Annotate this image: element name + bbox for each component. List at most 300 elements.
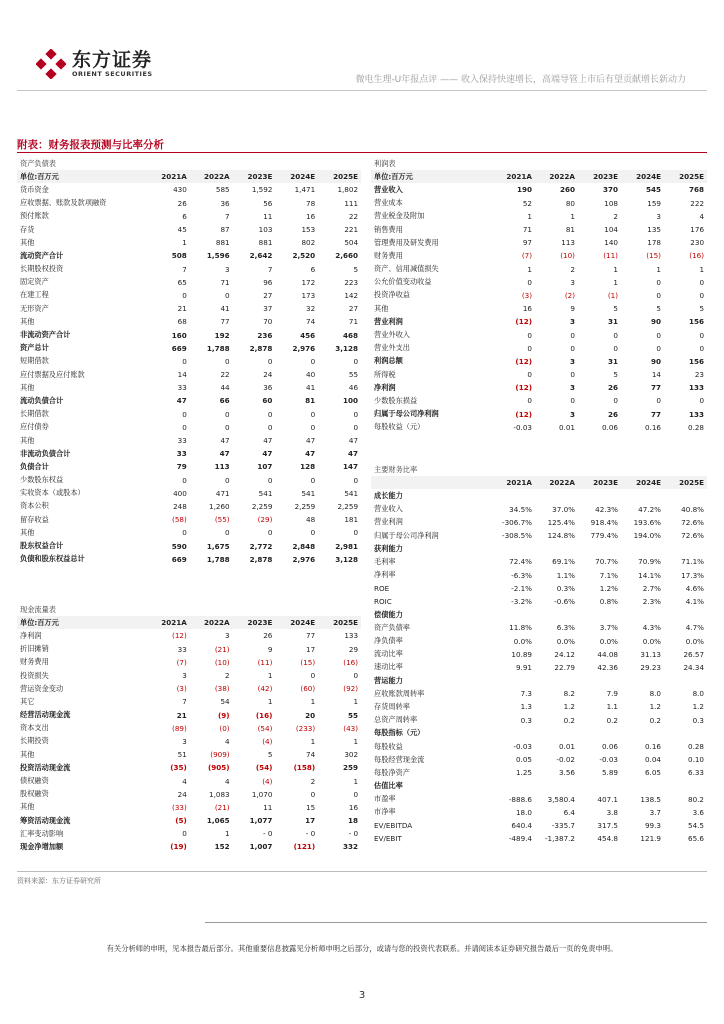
value-cell: 0 (182, 475, 187, 485)
row-label: 偿债能力 (374, 609, 403, 619)
table-row (371, 503, 707, 516)
value-cell: 0 (225, 422, 230, 432)
value-cell: 0 (613, 396, 618, 406)
value-cell: 0 (182, 409, 187, 419)
value-cell: (33) (172, 802, 187, 812)
value-cell: 40.8% (681, 504, 705, 514)
value-cell: 41 (220, 304, 230, 314)
value-cell: 0 (699, 343, 705, 353)
table-row (371, 289, 707, 302)
row-label: 货币资金 (20, 184, 49, 194)
value-cell: 504 (344, 238, 359, 248)
value-cell: 71 (348, 317, 359, 327)
value-cell: 71 (220, 277, 230, 287)
table-row (371, 263, 707, 276)
value-cell: (0) (219, 723, 230, 733)
value-cell: 5 (353, 264, 359, 274)
row-label: 其它 (20, 696, 35, 706)
value-cell: - 0 (348, 829, 359, 839)
value-cell: 779.4% (590, 531, 618, 541)
value-cell: 37 (263, 304, 273, 314)
value-cell: 31 (607, 356, 618, 366)
value-cell: 24.34 (683, 662, 705, 672)
table-row (371, 634, 707, 647)
value-cell: 3.8 (606, 807, 618, 817)
value-cell: 3 (569, 409, 575, 419)
section-divider (17, 152, 707, 153)
value-cell: 0 (310, 422, 316, 432)
row-label: 流动比率 (374, 649, 403, 659)
value-cell: 70.7% (595, 557, 618, 567)
value-cell: 190 (516, 185, 532, 195)
table-row (17, 289, 361, 302)
value-cell: 6.3% (556, 623, 575, 633)
value-cell: -2.1% (511, 583, 532, 593)
table-row (17, 487, 361, 500)
value-cell: 16 (348, 802, 359, 812)
value-cell: 3 (569, 317, 575, 327)
value-cell: 5 (613, 304, 618, 314)
value-cell: 42.3% (595, 504, 618, 514)
value-cell: 0 (527, 370, 532, 380)
table-row (371, 249, 707, 262)
row-label: 每股经营现金流 (374, 754, 425, 764)
value-cell: (16) (689, 251, 705, 261)
value-cell: 370 (602, 185, 618, 195)
value-cell: 22.79 (554, 662, 575, 672)
value-cell: 0.16 (644, 422, 661, 432)
table-row (17, 276, 361, 289)
row-label: 归属于母公司净利润 (374, 409, 439, 419)
row-label: 其他 (20, 316, 35, 326)
year-header: 2024E (621, 476, 664, 489)
value-cell: 0.05 (515, 755, 532, 765)
value-cell: 2.7% (642, 583, 661, 593)
value-cell (535, 727, 578, 740)
value-cell: 0.3 (520, 715, 532, 725)
value-cell: 6 (310, 264, 316, 274)
row-label: 每股指标（元） (374, 728, 425, 738)
value-cell: 1.2 (649, 702, 661, 712)
value-cell: (10) (560, 251, 575, 261)
table-row (17, 553, 361, 566)
value-cell: 5 (267, 750, 273, 760)
value-cell: 0 (656, 290, 661, 300)
row-label: 营业税金及附加 (374, 211, 425, 221)
value-cell: 108 (604, 198, 618, 208)
value-cell: 176 (690, 225, 705, 235)
value-cell: 2 (570, 264, 575, 274)
value-cell: 0 (613, 330, 618, 340)
row-label: 资本支出 (20, 723, 49, 733)
value-cell: 0.28 (688, 742, 705, 752)
value-cell: 0 (225, 409, 230, 419)
value-cell: (58) (172, 515, 187, 525)
value-cell: 17.3% (681, 570, 705, 580)
value-cell: 153 (301, 225, 316, 235)
value-cell (492, 489, 535, 502)
orient-logo-icon (36, 49, 66, 79)
value-cell: 0.16 (644, 742, 661, 752)
value-cell: 302 (344, 750, 359, 760)
section-title: 附表：财务报表预测与比率分析 (17, 139, 164, 151)
value-cell: 0.0% (513, 636, 532, 646)
value-cell: 103 (258, 225, 273, 235)
value-cell: -0.03 (599, 755, 618, 765)
value-cell (578, 674, 621, 687)
table-row (371, 223, 707, 236)
value-cell: 1.1% (556, 570, 575, 580)
value-cell: 1.3 (520, 702, 532, 712)
value-cell: 66 (219, 396, 230, 406)
value-cell: 140 (604, 238, 618, 248)
table-row (17, 368, 361, 381)
report-header-title: 微电生理-U年报点评 —— 收入保持快速增长，高端导管上市后有望贡献增长新动力 (355, 75, 686, 85)
value-cell: 471 (215, 488, 230, 498)
value-cell: 24 (177, 789, 187, 799)
value-cell: 111 (344, 198, 359, 208)
value-cell: 0 (699, 330, 705, 340)
value-cell: 54 (220, 697, 230, 707)
year-header: 2024E (275, 170, 318, 183)
row-label: 净利率 (374, 570, 396, 580)
unit-label: 单位:百万元 (17, 616, 147, 629)
table-header-row (17, 616, 361, 629)
value-cell: 55 (348, 710, 359, 720)
row-label: 其他 (20, 749, 35, 759)
value-cell: 128 (300, 462, 316, 472)
value-cell: 6.05 (644, 768, 661, 778)
value-cell (621, 674, 664, 687)
table-row (17, 394, 361, 407)
value-cell: (55) (214, 515, 230, 525)
year-header: 2023E (233, 170, 276, 183)
value-cell: - 0 (262, 829, 273, 839)
value-cell: 47 (219, 449, 230, 459)
table-row (17, 302, 361, 315)
row-label: 汇率变动影响 (20, 828, 64, 838)
value-cell: -489.4 (508, 834, 532, 844)
row-label: 筹资活动现金流 (20, 815, 71, 825)
value-cell: 181 (344, 515, 359, 525)
value-cell (621, 608, 664, 621)
table-row (371, 569, 707, 582)
value-cell: (158) (293, 763, 316, 773)
table-row (371, 621, 707, 634)
value-cell: 77 (306, 631, 316, 641)
row-label: 负债合计 (20, 461, 49, 471)
table-row (371, 595, 707, 608)
value-cell: 79 (176, 462, 187, 472)
value-cell: 0.3 (692, 715, 705, 725)
row-label: 所得税 (374, 369, 396, 379)
table-row (17, 801, 361, 814)
value-cell: 31 (607, 317, 618, 327)
balance-sheet-table (17, 157, 361, 566)
value-cell: 22 (220, 370, 230, 380)
value-cell: 37.0% (552, 504, 575, 514)
value-cell: 1,788 (206, 343, 230, 353)
value-cell: 29 (348, 644, 359, 654)
row-label: 获利能力 (374, 543, 403, 553)
value-cell: 0 (656, 330, 661, 340)
value-cell: 138.5 (640, 794, 661, 804)
value-cell: 47 (306, 436, 316, 446)
value-cell: 3,128 (335, 554, 359, 564)
year-header: 2021A (147, 616, 190, 629)
value-cell: (11) (603, 251, 618, 261)
value-cell: 44.08 (597, 649, 618, 659)
table-row (17, 342, 361, 355)
table-row (371, 421, 707, 434)
value-cell: 3 (656, 211, 661, 221)
row-label: 公允价值变动收益 (374, 277, 432, 287)
value-cell: 147 (343, 462, 359, 472)
value-cell: 90 (650, 356, 661, 366)
value-cell: (19) (170, 842, 187, 852)
table-row (17, 827, 361, 840)
value-cell: 7.9 (606, 689, 618, 699)
value-cell: 44 (220, 383, 230, 393)
value-cell: (11) (257, 657, 273, 667)
value-cell (578, 780, 621, 793)
value-cell: - 0 (305, 829, 316, 839)
value-cell: 0 (182, 356, 187, 366)
table-title: 主要财务比率 (374, 464, 418, 474)
value-cell: 135 (647, 225, 661, 235)
row-label: 其他 (20, 527, 35, 537)
value-cell: 36 (220, 198, 230, 208)
value-cell: 545 (645, 185, 661, 195)
value-cell: 248 (173, 501, 187, 511)
row-label: 投资净收益 (374, 290, 410, 300)
table-row (371, 236, 707, 249)
value-cell: 26.57 (683, 649, 705, 659)
value-cell: 259 (343, 763, 359, 773)
value-cell: 77 (650, 409, 661, 419)
value-cell: 1 (656, 264, 661, 274)
value-cell: -0.03 (513, 422, 532, 432)
value-cell: 0.04 (644, 755, 661, 765)
value-cell: 0 (699, 396, 705, 406)
value-cell: 0.06 (601, 422, 618, 432)
value-cell: 46 (348, 383, 359, 393)
value-cell: 172 (301, 277, 316, 287)
value-cell: 0 (310, 475, 316, 485)
table-row (17, 748, 361, 761)
value-cell: 0 (310, 356, 316, 366)
value-cell: 9 (267, 644, 273, 654)
table-row (17, 381, 361, 394)
value-cell: 72.4% (509, 557, 532, 567)
value-cell: (21) (214, 802, 230, 812)
value-cell: 7.1% (599, 570, 618, 580)
value-cell: 1 (267, 697, 273, 707)
row-label: 流动资产合计 (20, 250, 64, 260)
table-row (371, 753, 707, 766)
value-cell: (89) (172, 723, 187, 733)
value-cell: 11 (263, 802, 273, 812)
value-cell: 0.2 (606, 715, 618, 725)
table-header-row (371, 476, 707, 489)
value-cell: 802 (301, 238, 316, 248)
value-cell: 4 (225, 736, 230, 746)
table-row (371, 276, 707, 289)
value-cell: 2,660 (335, 251, 359, 261)
value-cell: 0 (353, 475, 359, 485)
value-cell: 0 (310, 528, 316, 538)
value-cell: 77 (220, 317, 230, 327)
value-cell: 55 (348, 370, 359, 380)
row-label: 毛利率 (374, 556, 396, 566)
value-cell: 468 (343, 330, 359, 340)
value-cell: 21 (177, 304, 187, 314)
value-cell: 24 (263, 370, 273, 380)
value-cell: 2,642 (249, 251, 273, 261)
value-cell: (15) (300, 657, 316, 667)
value-cell: 18.0 (515, 807, 532, 817)
row-label: 应收票据、账款及款项融资 (20, 198, 107, 208)
value-cell: 1,471 (294, 185, 316, 195)
value-cell (621, 542, 664, 555)
value-cell: 0 (353, 528, 359, 538)
value-cell: 48 (306, 515, 316, 525)
value-cell: (42) (257, 684, 273, 694)
value-cell: 20 (305, 710, 316, 720)
value-cell: 69.1% (552, 557, 575, 567)
value-cell: 3,128 (335, 343, 359, 353)
value-cell: 1.2 (692, 702, 705, 712)
table-row (371, 714, 707, 727)
value-cell: 9.91 (515, 662, 532, 672)
value-cell: (12) (515, 409, 532, 419)
value-cell: 14 (177, 370, 187, 380)
table-row (17, 223, 361, 236)
row-label: 营业利润 (374, 517, 403, 527)
value-cell: 1 (267, 671, 273, 681)
value-cell: 6.4 (563, 807, 575, 817)
value-cell: 16 (306, 211, 316, 221)
value-cell: (15) (646, 251, 661, 261)
value-cell: 260 (559, 185, 575, 195)
table-row (17, 210, 361, 223)
value-cell: 1,077 (249, 816, 273, 826)
table-row (17, 709, 361, 722)
row-label: 应付票据及应付账款 (20, 369, 85, 379)
value-cell: 1 (570, 211, 575, 221)
value-cell: 47 (220, 436, 230, 446)
table-row (371, 780, 707, 793)
table-row (17, 355, 361, 368)
value-cell: 11.8% (509, 623, 532, 633)
value-cell: 4 (699, 211, 705, 221)
value-cell: 400 (173, 488, 187, 498)
value-cell: 133 (689, 409, 705, 419)
value-cell: 7.3 (520, 689, 532, 699)
table-row (371, 661, 707, 674)
row-label: 投资活动现金流 (20, 762, 71, 772)
value-cell: 33 (176, 449, 187, 459)
table-row (17, 460, 361, 473)
value-cell: 2,520 (292, 251, 316, 261)
value-cell: 1 (527, 264, 532, 274)
table-row (371, 381, 707, 394)
value-cell: 669 (171, 343, 187, 353)
row-label: 存货周转率 (374, 701, 410, 711)
value-cell: 47 (263, 436, 273, 446)
value-cell: 113 (214, 462, 230, 472)
table-row (371, 582, 707, 595)
value-cell: (9) (218, 710, 230, 720)
value-cell: 26 (177, 198, 187, 208)
value-cell: 0 (267, 528, 273, 538)
value-cell: -0.02 (556, 755, 575, 765)
table-row (371, 648, 707, 661)
value-cell: (233) (295, 723, 316, 733)
table-row (17, 513, 361, 526)
table-row (17, 500, 361, 513)
value-cell: 0 (225, 290, 230, 300)
value-cell: 2,259 (337, 501, 359, 511)
table-row (17, 447, 361, 460)
value-cell (578, 608, 621, 621)
value-cell: 41 (306, 383, 316, 393)
value-cell: 47.2% (638, 504, 661, 514)
table-row (371, 542, 707, 555)
value-cell: 0.01 (558, 742, 575, 752)
year-header: 2024E (275, 616, 318, 629)
value-cell: 8.0 (692, 689, 705, 699)
value-cell: 1,083 (209, 789, 230, 799)
value-cell: 4.1% (685, 596, 705, 606)
value-cell (664, 674, 707, 687)
value-cell: 8.0 (649, 689, 661, 699)
row-label: 非流动资产合计 (20, 330, 71, 340)
row-label: 管理费用及研发费用 (374, 237, 439, 247)
row-label: 债权融资 (20, 776, 49, 786)
value-cell: 1.1 (606, 702, 618, 712)
table-row (371, 700, 707, 713)
value-cell: 21 (176, 710, 187, 720)
year-header: 2021A (147, 170, 190, 183)
value-cell: 133 (689, 383, 705, 393)
footer-divider (205, 922, 707, 923)
value-cell: 1 (310, 697, 316, 707)
row-label: 应付债券 (20, 422, 49, 432)
value-cell: 0 (353, 409, 359, 419)
value-cell: (4) (262, 736, 273, 746)
value-cell: 71.1% (681, 557, 705, 567)
table-row (371, 368, 707, 381)
value-cell: 3 (182, 736, 187, 746)
value-cell: 0.0% (642, 636, 661, 646)
value-cell: 236 (257, 330, 273, 340)
table-row (371, 197, 707, 210)
value-cell: 541 (344, 488, 359, 498)
value-cell: 0 (570, 330, 575, 340)
value-cell: 156 (689, 356, 705, 366)
logo-english-name: ORIENT SECURITIES (72, 69, 153, 78)
value-cell: 0 (527, 396, 532, 406)
row-label: 估值比率 (374, 781, 403, 791)
table-header-row (17, 170, 361, 183)
value-cell: 0 (182, 829, 187, 839)
value-cell: 0.0% (599, 636, 618, 646)
row-label: 营业成本 (374, 198, 403, 208)
value-cell: 0.8% (599, 596, 618, 606)
value-cell: 2 (225, 671, 230, 681)
table-row (17, 408, 361, 421)
